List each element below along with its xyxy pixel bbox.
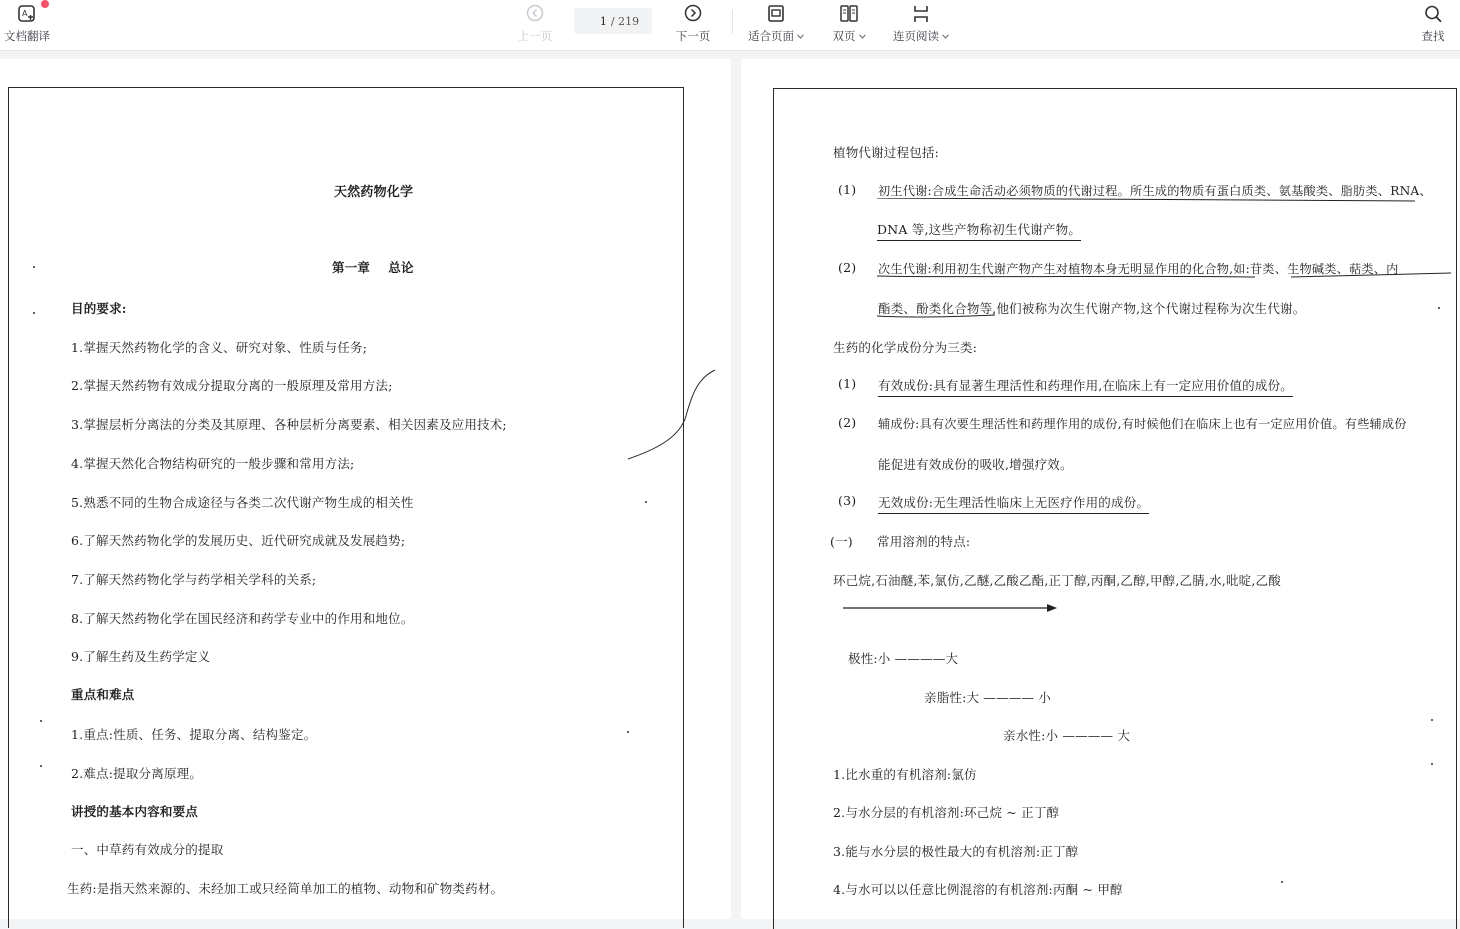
document-translate-button[interactable] bbox=[2, 4, 52, 44]
fit-page-icon bbox=[766, 4, 786, 24]
scan-speck bbox=[1281, 881, 1283, 883]
scan-speck bbox=[40, 720, 42, 722]
next-page-label: 下一页 bbox=[675, 29, 711, 43]
chevron-down-icon bbox=[859, 34, 866, 39]
search-label: 查找 bbox=[1421, 29, 1445, 43]
list-number: (3) bbox=[838, 493, 857, 508]
objective-item: 6.了解天然药物化学的发展历史、近代研究成就及发展趋势; bbox=[71, 533, 406, 548]
section-heading: 一、中草药有效成分的提取 bbox=[71, 842, 224, 857]
current-page-input[interactable] bbox=[587, 15, 607, 28]
continuous-reading-dropdown[interactable] bbox=[888, 4, 954, 44]
chapter-title: 第一章 总论 bbox=[332, 260, 414, 275]
fit-page-label: 适合页面 bbox=[748, 29, 794, 43]
hydrophilic-scale: 亲水性:小 ———— 大 bbox=[1003, 728, 1131, 743]
objective-item: 4.掌握天然化合物结构研究的一般步骤和常用方法; bbox=[71, 456, 355, 471]
list-number: (一) bbox=[830, 534, 853, 549]
secondary-metabolism-text: 次生代谢:利用初生代谢产物产生对植物本身无明显作用的化合物,如:苷类、生物碱类、萜类、内 bbox=[878, 262, 1399, 276]
chevron-down-icon bbox=[942, 34, 949, 39]
scan-speck bbox=[645, 501, 647, 503]
scan-speck bbox=[1431, 719, 1433, 721]
solvent-fact: 1.比水重的有机溶剂:氯仿 bbox=[833, 767, 977, 782]
chevron-left-circle-icon bbox=[525, 4, 545, 24]
toolbar-divider bbox=[732, 10, 733, 34]
list-number: (2) bbox=[838, 260, 857, 275]
chevron-down-icon bbox=[797, 34, 804, 39]
arrow-right-icon bbox=[843, 602, 1059, 614]
primary-metabolism-text-cont: DNA 等,这些产物称初生代谢产物。 bbox=[877, 220, 1081, 241]
solvent-fact: 4.与水可以以任意比例混溶的有机溶剂:丙酮 ~ 甲醇 bbox=[833, 882, 1123, 897]
secondary-metabolism-text-cont: 酯类、酚类化合物等,他们被称为次生代谢产物,这个代谢过程称为次生代谢。 bbox=[878, 301, 1306, 316]
effective-component-text: 有效成份:具有显著生理活性和药理作用,在临床上有一定应用价值的成份。 bbox=[878, 376, 1293, 397]
document-viewer[interactable] bbox=[0, 51, 1460, 910]
translate-icon bbox=[17, 4, 37, 24]
chevron-right-circle-icon bbox=[683, 4, 703, 24]
pen-underlines bbox=[871, 198, 1451, 333]
translate-label: 文档翻译 bbox=[4, 29, 50, 43]
list-number: (2) bbox=[838, 415, 857, 430]
primary-metabolism-text: 初生代谢:合成生命活动必须物质的代谢过程。所生成的物质有蛋白质类、氨基酸类、脂肪类、RNA、 bbox=[878, 184, 1432, 198]
objective-item: 5.熟悉不同的生物合成途径与各类二次代谢产物生成的相关性 bbox=[71, 495, 414, 510]
lipophilic-scale: 亲脂性:大 ———— 小 bbox=[924, 690, 1052, 705]
page-right bbox=[741, 59, 1460, 919]
solvent-heading: 常用溶剂的特点: bbox=[877, 534, 971, 549]
solvent-fact: 3.能与水分层的极性最大的有机溶剂:正丁醇 bbox=[833, 844, 1079, 859]
solvent-list: 环己烷,石油醚,苯,氯仿,乙醚,乙酸乙酯,正丁醇,丙酮,乙醇,甲醇,乙腈,水,吡啶,乙酸 bbox=[833, 573, 1281, 588]
scan-speck bbox=[33, 312, 35, 314]
objectives-heading: 目的要求: bbox=[71, 301, 127, 316]
toolbar bbox=[0, 0, 1460, 51]
objective-item: 3.掌握层析分离法的分类及其原理、各种层析分离要素、相关因素及应用技术; bbox=[71, 417, 507, 432]
polarity-scale: 极性:小 ————大 bbox=[848, 651, 959, 666]
key-points-heading: 重点和难点 bbox=[71, 687, 135, 702]
auxiliary-component-text: 辅成份:具有次要生理活性和药理作用的成份,有时候他们在临床上也有一定应用价值。有些辅成份 bbox=[878, 417, 1407, 431]
content-heading: 讲授的基本内容和要点 bbox=[71, 804, 199, 819]
svg-text:A: A bbox=[22, 9, 28, 18]
document-title: 天然药物化学 bbox=[334, 185, 414, 200]
scan-speck bbox=[33, 266, 35, 268]
continuous-scroll-icon bbox=[911, 4, 931, 24]
double-page-icon bbox=[839, 4, 859, 24]
list-number: (1) bbox=[838, 376, 857, 391]
components-heading: 生药的化学成份分为三类: bbox=[833, 340, 978, 355]
scan-speck bbox=[40, 765, 42, 767]
total-pages: / 219 bbox=[610, 14, 640, 28]
notification-dot bbox=[41, 0, 49, 8]
continuous-reading-label: 连页阅读 bbox=[893, 29, 939, 43]
metabolism-heading: 植物代谢过程包括: bbox=[833, 145, 940, 160]
key-point-item: 1.重点:性质、任务、提取分离、结构鉴定。 bbox=[71, 727, 317, 742]
next-page-button[interactable] bbox=[670, 4, 716, 44]
definition-text: 生药:是指天然来源的、未经加工或只经简单加工的植物、动物和矿物类药材。 bbox=[67, 881, 504, 896]
double-page-label: 双页 bbox=[832, 29, 856, 43]
search-button[interactable] bbox=[1416, 4, 1450, 44]
pen-mark bbox=[620, 364, 720, 464]
solvent-fact: 2.与水分层的有机溶剂:环己烷 ~ 正丁醇 bbox=[833, 805, 1060, 820]
prev-page-button[interactable] bbox=[512, 4, 558, 44]
objective-item: 2.掌握天然药物有效成分提取分离的一般原理及常用方法; bbox=[71, 378, 393, 393]
page-left bbox=[0, 59, 731, 919]
prev-page-label: 上一页 bbox=[517, 29, 553, 43]
objective-item: 1.掌握天然药物化学的含义、研究对象、性质与任务; bbox=[71, 340, 368, 355]
search-icon bbox=[1423, 4, 1443, 24]
objective-item: 9.了解生药及生药学定义 bbox=[71, 649, 211, 664]
fit-page-dropdown[interactable] bbox=[744, 4, 808, 44]
scan-speck bbox=[627, 731, 629, 733]
scan-speck bbox=[1431, 763, 1433, 765]
ineffective-component-text: 无效成份:无生理活性临床上无医疗作用的成份。 bbox=[878, 493, 1149, 514]
objective-item: 8.了解天然药物化学在国民经济和药学专业中的作用和地位。 bbox=[71, 611, 414, 626]
scan-speck bbox=[1438, 307, 1440, 309]
page-indicator bbox=[574, 8, 652, 34]
key-point-item: 2.难点:提取分离原理。 bbox=[71, 766, 203, 781]
objective-item: 7.了解天然药物化学与药学相关学科的关系; bbox=[71, 572, 317, 587]
list-number: (1) bbox=[838, 182, 857, 197]
auxiliary-component-text-cont: 能促进有效成份的吸收,增强疗效。 bbox=[878, 457, 1073, 472]
double-page-dropdown[interactable] bbox=[828, 4, 870, 44]
